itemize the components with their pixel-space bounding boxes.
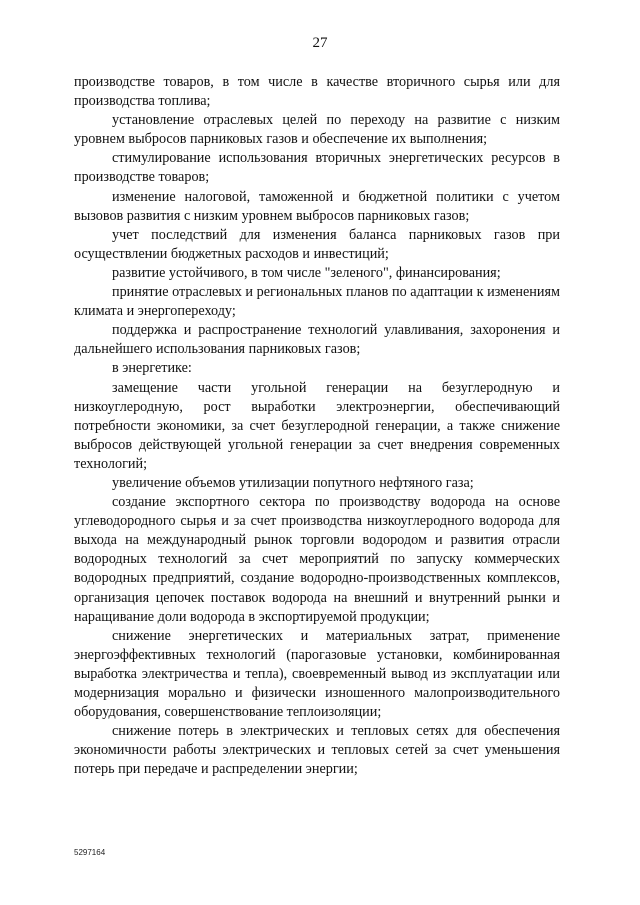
paragraph: принятие отраслевых и региональных планов по адаптации к изменениям климата и энергопереходу; (74, 284, 560, 320)
paragraph: снижение потерь в электрических и тепловых сетях для обеспечения экономичности работы электрических и тепловых сетей за счет уменьшения потерь при передаче и распределении энергии; (74, 723, 560, 778)
paragraph: замещение части угольной генерации на безуглеродную и низкоуглеродную, рост выработки электроэнергии, обеспечивающий потребности экономики, за счет безуглеродной генерации, а также снижение выбросов действующей угольной генерации за счет внедрения современных технологий; (74, 379, 560, 472)
document-body (74, 73, 560, 779)
paragraph: создание экспортного сектора по производству водорода на основе углеводородного сырья и за счет производства низкоуглеродного водорода для выхода на международный рынок торговли водородом и развития отрасли водородных технологий за счет мероприятий по запуску коммерческих водородных предприятий, создание водородно-производственных комплексов, организация цепочек поставок водорода на внешний и внутренний рынки и наращивание доли водорода в экспортируемой продукции; (74, 494, 560, 625)
page-number: 27 (312, 35, 328, 51)
paragraph: снижение энергетических и материальных затрат, применение энергоэффективных технологий (парогазовые установки, комбинированная выработка электричества и тепла), своевременный вывод из эксплуатации или модернизация морально и физически изношенного малопроизводительного оборудования, совершенствование теплоизоляции; (74, 627, 560, 721)
paragraph: увеличение объемов утилизации попутного нефтяного газа; (112, 474, 474, 491)
paragraph-continuation: производстве товаров, в том числе в качестве вторичного сырья или для производства топлива; (74, 74, 560, 110)
paragraph: установление отраслевых целей по переходу на развитие с низким уровнем выбросов парниковых газов и обеспечение их выполнения; (74, 112, 560, 148)
document-id: 5297164 (74, 848, 106, 857)
paragraph: стимулирование использования вторичных энергетических ресурсов в производстве товаров; (74, 150, 560, 186)
paragraph: поддержка и распространение технологий улавливания, захоронения и дальнейшего использования парниковых газов; (74, 322, 560, 358)
paragraph: развитие устойчивого, в том числе "зеленого", финансирования; (112, 264, 501, 281)
section-heading: в энергетике: (112, 360, 192, 377)
paragraph: изменение налоговой, таможенной и бюджетной политики с учетом вызовов развития с низким уровнем выбросов парниковых газов; (74, 188, 560, 224)
paragraph: учет последствий для изменения баланса парниковых газов при осуществлении бюджетных расходов и инвестиций; (74, 226, 560, 262)
